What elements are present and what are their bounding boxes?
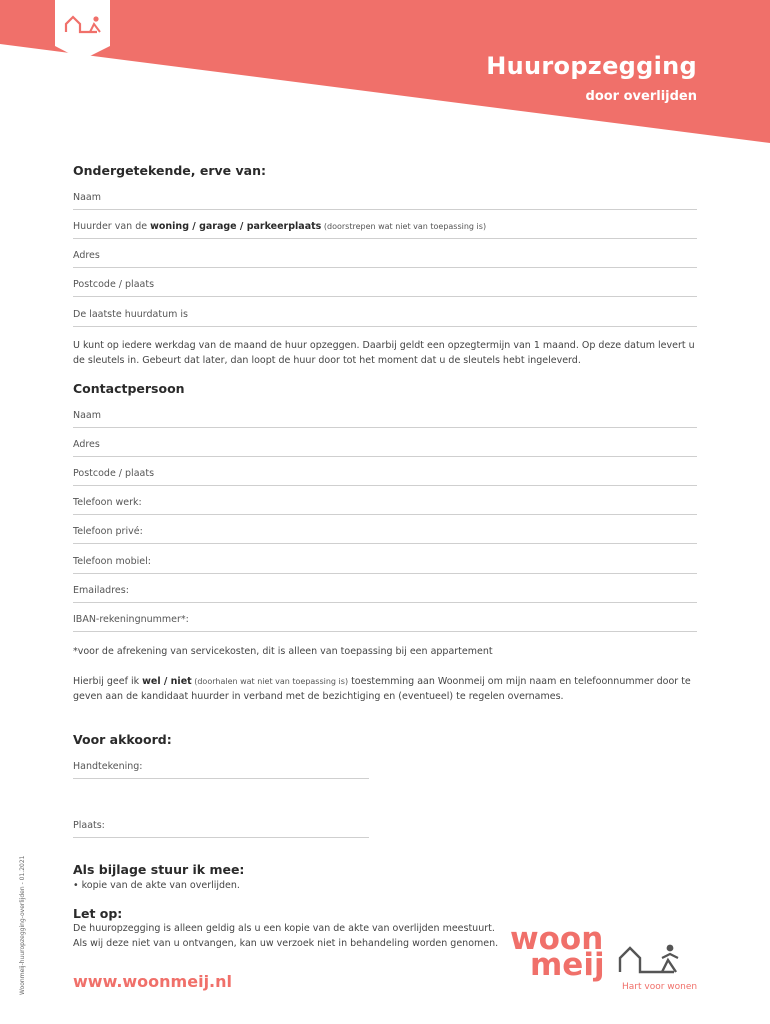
attachment-item: • kopie van de akte van overlijden.	[73, 880, 240, 891]
last-rent-date-field[interactable]	[73, 309, 697, 327]
document-code: Woonmeij-huuropzegging-overlijden - 01.2021	[19, 855, 26, 995]
name-field[interactable]	[73, 192, 697, 210]
phone-mobile-label: Telefoon mobiel:	[73, 556, 151, 567]
iban-footnote: *voor de afrekening van servicekosten, dit is alleen van toepassing bij een appartement	[73, 646, 493, 657]
page-title: Huuropzegging	[486, 52, 697, 80]
postcode-field[interactable]	[73, 279, 697, 297]
consent-note: (doorhalen wat niet van toepassing is)	[191, 677, 349, 686]
logo-line-2: meij	[530, 947, 605, 983]
huurder-field[interactable]	[73, 221, 697, 239]
iban-label: IBAN-rekeningnummer*:	[73, 614, 189, 625]
signature-label: Handtekening:	[73, 761, 143, 772]
last-rent-date-label: De laatste huurdatum is	[73, 309, 188, 320]
huurder-note: (doorstrepen wat niet van toepassing is)	[321, 222, 487, 231]
signature-field[interactable]	[73, 761, 369, 779]
woonmeij-logo	[510, 921, 700, 996]
address-field[interactable]	[73, 250, 697, 268]
warning-line-2: Als wij deze niet van u ontvangen, kan uw verzoek niet in behandeling worden genomen.	[73, 938, 499, 949]
place-label: Plaats:	[73, 820, 105, 831]
section-heading-akkoord: Voor akkoord:	[73, 732, 172, 747]
website-link[interactable]: www.woonmeij.nl	[73, 972, 232, 991]
iban-field[interactable]	[73, 614, 697, 632]
warning-line-1: De huuropzegging is alleen geldig als u een kopie van de akte van overlijden meestuurt.	[73, 923, 495, 934]
contact-postcode-field[interactable]	[73, 468, 697, 486]
email-field[interactable]	[73, 585, 697, 603]
phone-work-label: Telefoon werk:	[73, 497, 142, 508]
huurder-prefix: Huurder van de	[73, 221, 151, 232]
section-heading-let-op: Let op:	[73, 906, 123, 921]
huurder-options: woning / garage / parkeerplaats	[150, 221, 322, 232]
address-label: Adres	[73, 250, 100, 261]
consent-text	[73, 674, 698, 704]
notice-info-text: U kunt op iedere werkdag van de maand de huur opzeggen. Daarbij geldt een opzegtermijn van 1 maand. Op deze datum levert u de sleutels in. Gebeurt dat later, dan loopt de huur door tot het moment dat u de sleutels hebt ingeleverd.	[73, 340, 695, 366]
consent-rest: toestemming aan Woonmeij om mijn naam en telefoonnummer door te geven aan de kandidaat huurder in verband met de bezichtiging en (eventueel) te regelen overnames.	[73, 676, 691, 702]
name-label: Naam	[73, 192, 102, 203]
section-heading-bijlage: Als bijlage stuur ik mee:	[73, 862, 245, 877]
phone-mobile-field[interactable]	[73, 556, 697, 574]
house-figure-icon	[618, 942, 680, 976]
postcode-label: Postcode / plaats	[73, 279, 155, 290]
consent-prefix: Hierbij geef ik	[73, 676, 143, 687]
page-subtitle: door overlijden	[585, 89, 697, 104]
contact-name-field[interactable]	[73, 410, 697, 428]
contact-address-field[interactable]	[73, 439, 697, 457]
logo-tagline: Hart voor wonen	[622, 982, 698, 992]
place-field[interactable]	[73, 820, 369, 838]
phone-private-field[interactable]	[73, 526, 697, 544]
phone-private-label: Telefoon privé:	[73, 526, 143, 537]
logo-line-1: woon	[510, 921, 604, 957]
phone-work-field[interactable]	[73, 497, 697, 515]
email-label: Emailadres:	[73, 585, 129, 596]
contact-name-label: Naam	[73, 410, 102, 421]
section-heading-contactpersoon: Contactpersoon	[73, 381, 185, 396]
contact-postcode-label: Postcode / plaats	[73, 468, 155, 479]
section-heading-ondergetekende: Ondergetekende, erve van:	[73, 163, 266, 178]
contact-address-label: Adres	[73, 439, 100, 450]
consent-options: wel / niet	[142, 676, 192, 687]
